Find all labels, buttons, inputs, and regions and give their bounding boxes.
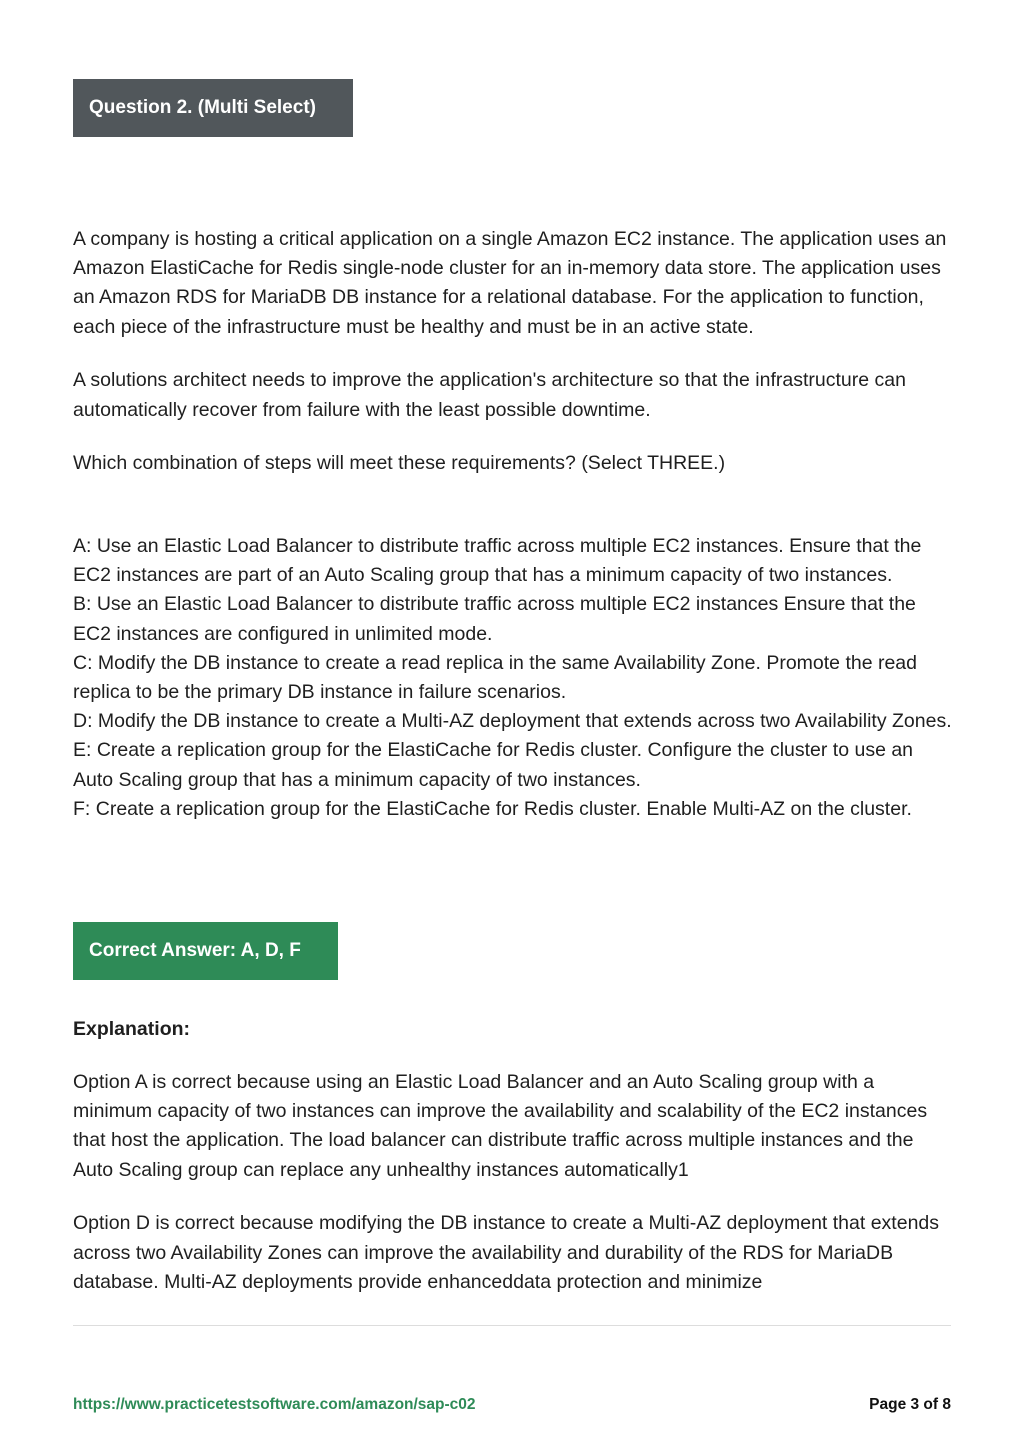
correct-answer-badge: Correct Answer: A, D, F — [73, 922, 338, 980]
explanation-text — [73, 1068, 953, 1321]
option-d: D: Modify the DB instance to create a Multi-AZ deployment that extends across two Availability Zones. — [73, 710, 952, 733]
footer-url-link[interactable]: https://www.practicetestsoftware.com/amazon/sap-c02 — [73, 1396, 476, 1413]
option-f: F: Create a replication group for the ElastiCache for Redis cluster. Enable Multi-AZ on the cluster. — [73, 797, 912, 820]
question-paragraph: A solutions architect needs to improve the application's architecture so that the infrastructure can automatically recover from failure with the least possible downtime. — [73, 369, 906, 421]
answer-options — [73, 532, 953, 824]
page-number: Page 3 of 8 — [869, 1396, 951, 1413]
question-text — [73, 225, 953, 503]
option-c: C: Modify the DB instance to create a read replica in the same Availability Zone. Promote the read replica to be the primary DB instance in failure scenarios. — [73, 651, 917, 704]
question-paragraph: A company is hosting a critical application on a single Amazon EC2 instance. The application uses an Amazon ElastiCache for Redis single-node cluster for an in-memory data store. The application uses an Amazon RDS for MariaDB DB instance for a relational database. For the application to function, each piece of the infrastructure must be healthy and must be in an active state. — [73, 228, 947, 338]
question-paragraph: Which combination of steps will meet these requirements? (Select THREE.) — [73, 452, 726, 475]
option-e: E: Create a replication group for the ElastiCache for Redis cluster. Configure the cluster to use an Auto Scaling group that has a minimum capacity of two instances. — [73, 739, 914, 791]
option-a: A: Use an Elastic Load Balancer to distribute traffic across multiple EC2 instances. Ensure that the EC2 instances are part of an Auto Scaling group that has a minimum capacity of two instances. — [73, 535, 922, 587]
question-header: Question 2. (Multi Select) — [73, 79, 353, 137]
explanation-paragraph: Option A is correct because using an Elastic Load Balancer and an Auto Scaling group with a minimum capacity of two instances can improve the availability and scalability of the EC2 instances that host the application. The load balancer can distribute traffic across multiple instances and the Auto Scaling group can replace any unhealthy instances automatically1 — [73, 1071, 928, 1181]
explanation-title: Explanation: — [73, 1018, 191, 1040]
explanation-paragraph: Option D is correct because modifying the DB instance to create a Multi-AZ deployment that extends across two Availability Zones can improve the availability and durability of the RDS for MariaDB database. Multi-AZ deployments provide enhanceddata protection and minimize — [73, 1212, 940, 1293]
option-b: B: Use an Elastic Load Balancer to distribute traffic across multiple EC2 instances Ensure that the EC2 instances are configured in unlimited mode. — [73, 593, 916, 645]
footer-divider — [73, 1325, 951, 1326]
